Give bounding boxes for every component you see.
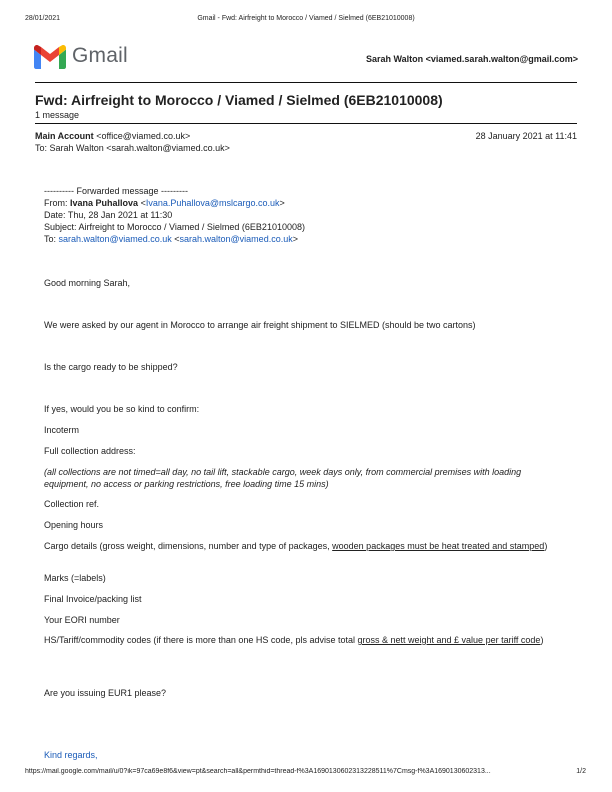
bracket-open: < xyxy=(174,234,180,244)
item-collection-ref: Collection ref. xyxy=(44,499,100,509)
forwarded-subject: Subject: Airfreight to Morocco / Viamed / Sielmed (6EB21010008) xyxy=(44,222,305,232)
hs-codes-close: ) xyxy=(540,635,544,645)
collection-note: (all collections are not timed=all day, no tail lift, stackable cargo, week days only, from commercial premises with loading equipment, no access or parking restrictions, free loading time 15 mins) xyxy=(44,467,522,489)
sender-name: Main Account xyxy=(35,131,94,141)
forwarded-from-label: From: xyxy=(44,198,68,208)
item-hs-codes xyxy=(44,634,559,646)
forwarded-to-email-link[interactable]: sarah.walton@viamed.co.uk xyxy=(58,234,172,244)
gmail-wordmark: Gmail xyxy=(72,44,128,67)
forwarded-date: Date: Thu, 28 Jan 2021 at 11:30 xyxy=(44,210,173,220)
gmail-m-icon xyxy=(34,45,66,69)
forwarded-to xyxy=(44,234,298,244)
sender-email: <office@viamed.co.uk> xyxy=(96,131,191,141)
thread-subject: Fwd: Airfreight to Morocco / Viamed / Sielmed (6EB21010008) xyxy=(35,92,443,108)
cargo-details-underlined: wooden packages must be heat treated and stamped xyxy=(332,541,545,551)
print-date: 28/01/2021 xyxy=(25,15,61,22)
bracket-close: > xyxy=(279,198,285,208)
header-divider xyxy=(35,82,577,83)
signoff: Kind regards, xyxy=(44,750,98,760)
paragraph-confirm: If yes, would you be so kind to confirm: xyxy=(44,404,200,414)
item-eori: Your EORI number xyxy=(44,615,120,625)
print-page-number: 1/2 xyxy=(576,768,586,775)
message-date: 28 January 2021 at 11:41 xyxy=(475,131,577,141)
item-opening-hours: Opening hours xyxy=(44,520,104,530)
forwarded-to-email-link-2[interactable]: sarah.walton@viamed.co.uk xyxy=(179,234,293,244)
cargo-details-text: Cargo details (gross weight, dimensions, number and type of packages, xyxy=(44,541,333,551)
paragraph-agent: We were asked by our agent in Morocco to arrange air freight shipment to SIELMED (should be two cartons) xyxy=(44,320,476,330)
bracket-open: < xyxy=(140,198,146,208)
hs-codes-text: HS/Tariff/commodity codes (if there is more than one HS code, pls advise total xyxy=(44,635,358,645)
forwarded-from-email-link[interactable]: Ivana.Puhallova@mslcargo.co.uk xyxy=(145,198,280,208)
forwarded-to-label: To: xyxy=(44,234,57,244)
greeting: Good morning Sarah, xyxy=(44,278,131,288)
hs-codes-underlined: gross & nett weight and £ value per tariff code xyxy=(357,635,541,645)
paragraph-question: Is the cargo ready to be shipped? xyxy=(44,362,178,372)
message-sender xyxy=(35,131,190,141)
item-marks: Marks (=labels) xyxy=(44,573,106,583)
print-url: https://mail.google.com/mail/u/0?ik=97ca69e8f6&view=pt&search=all&permthid=thread-f%3A1690130602313228511%7Cmsg-f%3A1690130602313... xyxy=(25,768,491,775)
forwarded-banner: ---------- Forwarded message --------- xyxy=(44,186,188,196)
paragraph-eur1: Are you issuing EUR1 please? xyxy=(44,688,167,698)
cargo-details-close: ) xyxy=(544,541,548,551)
print-title: Gmail - Fwd: Airfreight to Morocco / Viamed / Sielmed (6EB21010008) xyxy=(197,15,415,22)
item-cargo-details xyxy=(44,540,559,552)
forwarded-from-name: Ivana Puhallova xyxy=(70,198,139,208)
subject-divider xyxy=(35,123,577,124)
item-invoice: Final Invoice/packing list xyxy=(44,594,142,604)
item-collection-address: Full collection address: xyxy=(44,446,136,456)
account-label: Sarah Walton <viamed.sarah.walton@gmail.com> xyxy=(365,54,578,64)
gmail-logo[interactable] xyxy=(34,44,128,70)
message-recipient: To: Sarah Walton <sarah.walton@viamed.co.uk> xyxy=(35,143,230,153)
forwarded-from xyxy=(44,198,285,208)
item-incoterm: Incoterm xyxy=(44,425,80,435)
message-count: 1 message xyxy=(35,110,80,120)
bracket-close: > xyxy=(292,234,298,244)
